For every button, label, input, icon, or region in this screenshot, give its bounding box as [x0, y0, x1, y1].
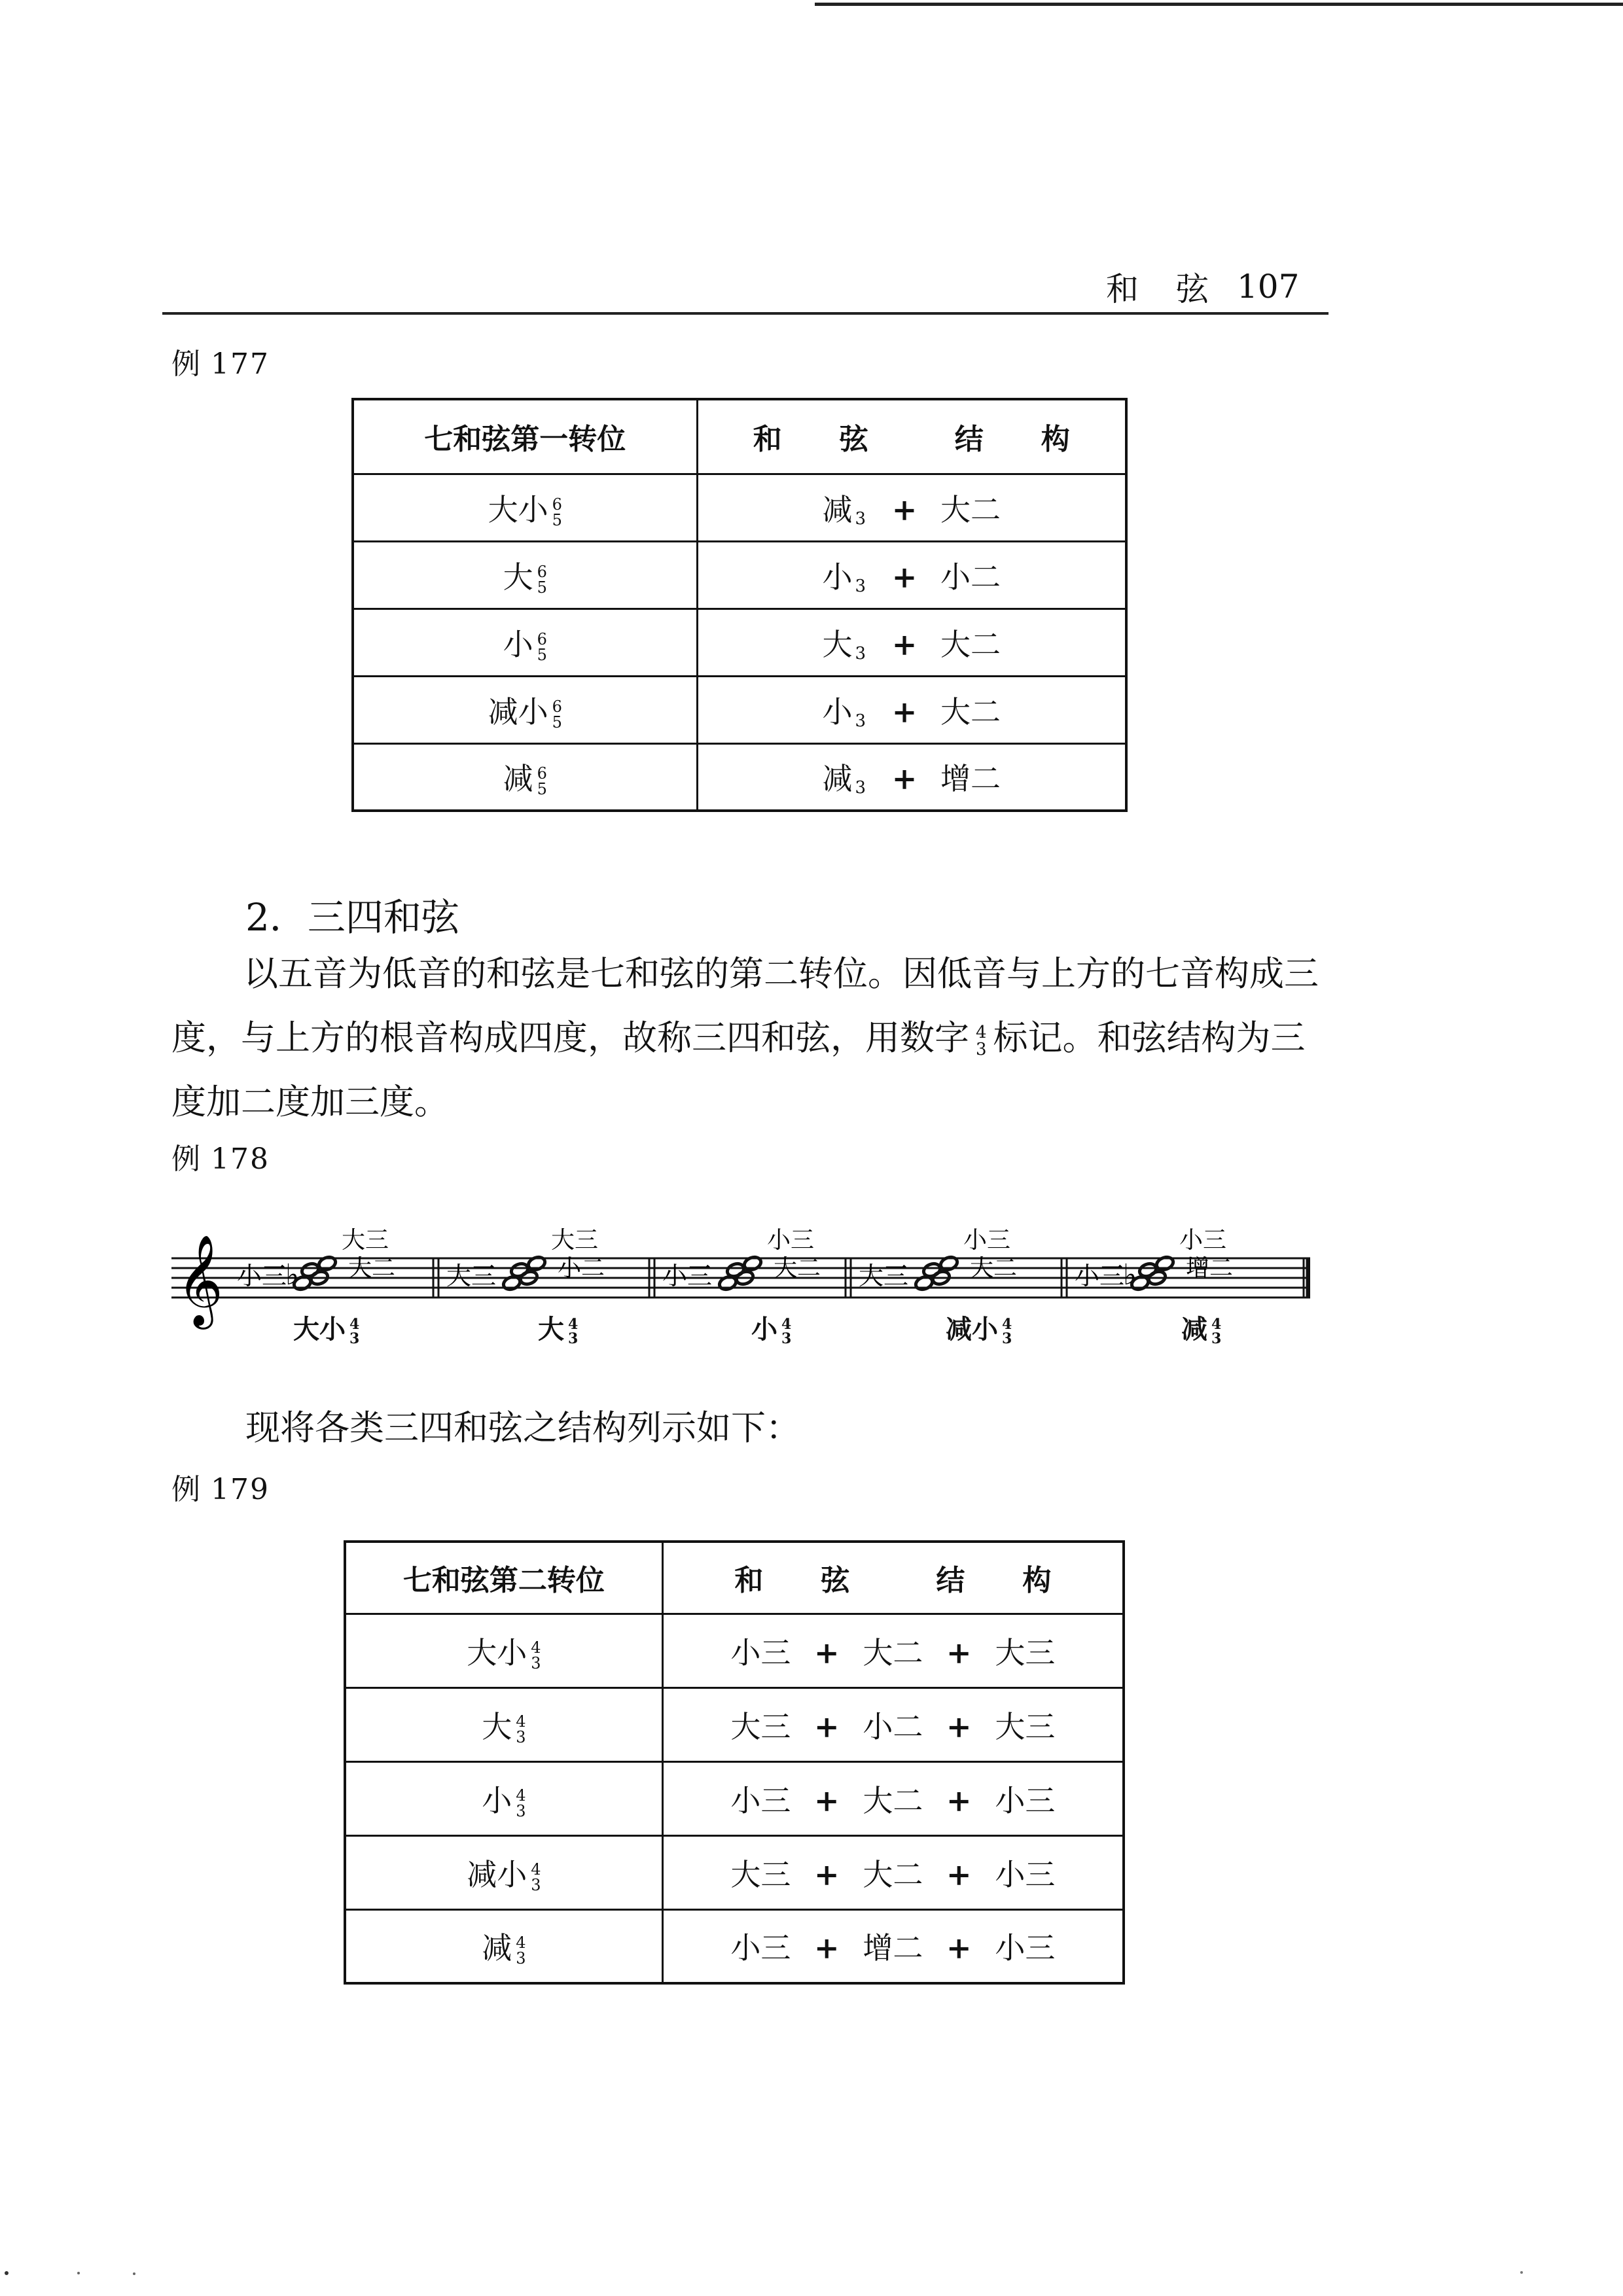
fig-top: 4: [1211, 1316, 1222, 1333]
chord-name: 小: [503, 626, 533, 662]
chord-name: 大小: [467, 1634, 527, 1670]
structure-cell: [697, 609, 1126, 676]
fig-top: 6: [537, 629, 547, 648]
chord-label-name: 大: [538, 1314, 564, 1345]
table-row: [345, 1909, 1124, 1983]
fig-top: 4: [349, 1316, 360, 1333]
section-paragraph: [171, 942, 1323, 1135]
fig-top: 4: [516, 1712, 526, 1731]
interval-1-sub: 3: [855, 711, 866, 731]
chord-name-cell: [345, 1614, 662, 1687]
interval-1: 大: [822, 626, 853, 662]
chord-label-name: 小: [751, 1314, 777, 1345]
interval-1: 减: [822, 491, 853, 527]
fig-bottom: 3: [531, 1875, 541, 1894]
fig-top: 4: [976, 1022, 987, 1042]
fig-bottom: 3: [568, 1330, 579, 1347]
fig-bottom: 5: [537, 645, 547, 664]
note-head: [300, 1262, 321, 1279]
interval-2: 大二: [940, 694, 1001, 730]
chord-label-name: 减小: [946, 1314, 998, 1345]
note-head: [922, 1262, 942, 1279]
chord-label: [293, 1309, 359, 1346]
figured-bass-43: [531, 1862, 541, 1893]
interval-bottom-label: 小三: [237, 1262, 287, 1290]
running-head-title-2: 弦: [1176, 270, 1209, 308]
fig-bottom: 5: [552, 713, 562, 732]
figured-bass-43: [781, 1317, 791, 1346]
fig-bottom: 3: [516, 1801, 526, 1820]
interval-1: 小三: [730, 1930, 791, 1966]
chord-label: [538, 1309, 578, 1346]
paragraph-text-1: 以五音为低音的和弦是七和弦的第二转位。因低音与上方的七音构成三度，与上方的根音构成四度，故称三四和弦，用数字: [171, 954, 1319, 1058]
fig-top: 4: [531, 1860, 541, 1879]
fig-top: 4: [781, 1316, 792, 1333]
plus-sign: +: [814, 1634, 840, 1670]
interval-2: 小二: [940, 559, 1001, 595]
example-number: 178: [211, 1142, 270, 1176]
fig-bottom: 3: [349, 1330, 360, 1347]
interval-1: 大三: [730, 1708, 791, 1744]
figured-bass-43: [516, 1714, 526, 1745]
fig-top: 6: [552, 495, 562, 514]
fig-bottom: 3: [516, 1727, 526, 1746]
figured-bass-43: [516, 1935, 526, 1966]
scan-edge-dots: [0, 2270, 1623, 2277]
interval-1: 减: [822, 761, 853, 797]
chord-name: 减: [482, 1930, 512, 1966]
plus-sign: +: [891, 491, 918, 527]
paragraph-text-2: 标记。和弦结构为三度加二度加三度。: [171, 1018, 1306, 1122]
interval-2: 增二: [863, 1930, 923, 1966]
plus-sign: +: [946, 1782, 972, 1818]
flat-icon: ♭: [1123, 1258, 1137, 1292]
table-row: [345, 1835, 1124, 1909]
interval-1: 大三: [730, 1856, 791, 1892]
interval-bottom-label: 小三: [662, 1262, 713, 1290]
chord-label: [751, 1309, 791, 1346]
interval-1: 小: [822, 559, 853, 595]
interval-2: 增二: [940, 761, 1001, 797]
chord-name: 大小: [488, 491, 548, 527]
header-rule: [162, 312, 1329, 315]
plus-sign: +: [814, 1856, 840, 1892]
header-cell: 和 弦 结 构: [697, 399, 1126, 474]
structure-cell: [697, 474, 1126, 541]
figured-bass-65: [537, 631, 547, 663]
interval-top-label: 小三: [767, 1227, 815, 1254]
header-cell: 七和弦第二转位: [345, 1542, 662, 1614]
figured-bass-43: [516, 1788, 526, 1819]
table-row: [353, 474, 1126, 541]
interval-2: 大二: [863, 1856, 923, 1892]
plus-sign: +: [891, 761, 918, 797]
figured-bass-43: [531, 1640, 541, 1671]
list-intro: 现将各类三四和弦之结构列示如下：: [245, 1408, 800, 1448]
interval-1-sub: 3: [855, 643, 866, 663]
plus-sign: +: [946, 1856, 972, 1892]
interval-2: 小二: [863, 1708, 923, 1744]
fig-top: 4: [1002, 1316, 1012, 1333]
structure-cell: [697, 541, 1126, 609]
interval-3: 小三: [995, 1782, 1056, 1818]
chord-name-cell: [345, 1761, 662, 1835]
fig-top: 6: [537, 562, 547, 581]
chord-name-cell: [353, 743, 697, 811]
fig-bottom: 3: [781, 1330, 792, 1347]
chord-label: [946, 1309, 1012, 1346]
chord-label-name: 大小: [293, 1314, 346, 1345]
table-header-row: [353, 399, 1126, 474]
figured-bass-43: [1211, 1317, 1221, 1346]
chord-name: 减小: [467, 1856, 527, 1892]
table-row: [353, 541, 1126, 609]
interval-bottom-label: 大三: [446, 1262, 497, 1290]
table-header-row: [345, 1542, 1124, 1614]
chord-name-cell: [353, 541, 697, 609]
interval-1: 小三: [730, 1782, 791, 1818]
plus-sign: +: [891, 559, 918, 595]
page-number: 107: [1237, 268, 1300, 306]
figured-bass-65: [552, 699, 562, 730]
fig-bottom: 5: [537, 578, 547, 597]
fig-top: 6: [537, 764, 547, 783]
chord-name: 减: [503, 761, 533, 797]
treble-clef-icon: 𝄞: [177, 1235, 223, 1326]
note-head: [726, 1262, 746, 1279]
structure-cell: [697, 743, 1126, 811]
chord-name-cell: [353, 609, 697, 676]
chord-name: 减小: [488, 694, 548, 730]
interval-2: 大二: [863, 1782, 923, 1818]
fig-bottom: 3: [516, 1949, 526, 1968]
chord-name-cell: [353, 474, 697, 541]
table-row: [353, 676, 1126, 743]
fig-top: 4: [516, 1786, 526, 1805]
example-number: 177: [211, 347, 270, 381]
header-cell: 和 弦 结 构: [662, 1542, 1124, 1614]
chord-name: 大: [482, 1708, 512, 1744]
table-row: [345, 1614, 1124, 1687]
table-row: [345, 1761, 1124, 1835]
fig-bottom: 3: [1211, 1330, 1222, 1347]
structure-cell: [662, 1909, 1124, 1983]
note-head: [510, 1262, 530, 1279]
interval-3: 大三: [995, 1634, 1056, 1670]
example-label-text: 例: [171, 347, 202, 381]
interval-3: 小三: [995, 1930, 1056, 1966]
note-head: [1138, 1262, 1158, 1279]
chord-name-cell: [353, 676, 697, 743]
fig-bottom: 3: [976, 1039, 987, 1059]
structure-cell: [662, 1761, 1124, 1835]
interval-3: 小三: [995, 1856, 1056, 1892]
interval-top-label: 大三: [551, 1227, 599, 1254]
table-row: [353, 743, 1126, 811]
chord-name-cell: [345, 1687, 662, 1761]
interval-1-sub: 3: [855, 778, 866, 798]
chord-label: [1181, 1309, 1221, 1346]
flat-icon: ♭: [285, 1258, 299, 1292]
interval-bottom-label: 小三: [1075, 1262, 1125, 1290]
structure-cell: [662, 1687, 1124, 1761]
interval-2: 大二: [940, 491, 1001, 527]
interval-middle-label: 增二: [1186, 1255, 1234, 1282]
interval-bottom-label: 大三: [859, 1262, 909, 1290]
example-179-label: [171, 1466, 270, 1508]
example-177-label: [171, 340, 270, 382]
fig-bottom: 3: [1002, 1330, 1012, 1347]
table-row: [345, 1687, 1124, 1761]
example-label-text: 例: [171, 1142, 202, 1176]
chord-name-cell: [345, 1909, 662, 1983]
chord-name: 大: [503, 559, 533, 595]
interval-1: 小三: [730, 1634, 791, 1670]
plus-sign: +: [891, 626, 918, 662]
figured-bass-43: [349, 1317, 359, 1346]
top-edge-rule: [815, 3, 1623, 6]
running-head: [1106, 260, 1302, 313]
interval-top-label: 小三: [963, 1227, 1011, 1254]
table-first-inversion: [351, 398, 1128, 812]
interval-middle-label: 大二: [970, 1255, 1018, 1282]
plus-sign: +: [814, 1930, 840, 1966]
figured-bass-65: [537, 564, 547, 595]
running-head-title-1: 和: [1106, 270, 1139, 308]
structure-cell: [697, 676, 1126, 743]
fig-bottom: 3: [531, 1653, 541, 1672]
table-second-inversion: [344, 1540, 1125, 1985]
plus-sign: +: [891, 694, 918, 730]
interval-2: 大二: [940, 626, 1001, 662]
interval-middle-label: 大二: [774, 1255, 821, 1282]
fig-top: 4: [516, 1934, 526, 1952]
fig-top: 6: [552, 697, 562, 716]
plus-sign: +: [814, 1708, 840, 1744]
interval-top-label: 大三: [342, 1227, 389, 1254]
chord-name-cell: [345, 1835, 662, 1909]
header-cell: 七和弦第一转位: [353, 399, 697, 474]
table-row: [353, 609, 1126, 676]
fig-top: 4: [568, 1316, 579, 1333]
figured-bass-43: [1002, 1317, 1012, 1346]
chord-name: 小: [482, 1782, 512, 1818]
interval-middle-label: 大二: [348, 1255, 396, 1282]
structure-cell: [662, 1614, 1124, 1687]
fig-bottom: 5: [552, 510, 562, 529]
plus-sign: +: [946, 1930, 972, 1966]
chord-label-name: 减: [1181, 1314, 1207, 1345]
section-title: 2．三四和弦: [245, 895, 459, 940]
structure-cell: [662, 1835, 1124, 1909]
example-number: 179: [211, 1473, 270, 1506]
plus-sign: +: [814, 1782, 840, 1818]
example-label-text: 例: [171, 1473, 202, 1506]
interval-middle-label: 小二: [558, 1255, 605, 1282]
figured-bass-43: [976, 1024, 987, 1058]
interval-top-label: 小三: [1179, 1227, 1227, 1254]
interval-3: 大三: [995, 1708, 1056, 1744]
interval-1-sub: 3: [855, 508, 866, 529]
fig-top: 4: [531, 1638, 541, 1657]
figured-bass-43: [568, 1317, 578, 1346]
interval-2: 大二: [863, 1634, 923, 1670]
plus-sign: +: [946, 1708, 972, 1744]
fig-bottom: 5: [537, 780, 547, 799]
plus-sign: +: [946, 1634, 972, 1670]
figured-bass-65: [552, 497, 562, 528]
figured-bass-65: [537, 766, 547, 797]
interval-1-sub: 3: [855, 576, 866, 596]
example-178-label: [171, 1135, 270, 1177]
interval-1: 小: [822, 694, 853, 730]
